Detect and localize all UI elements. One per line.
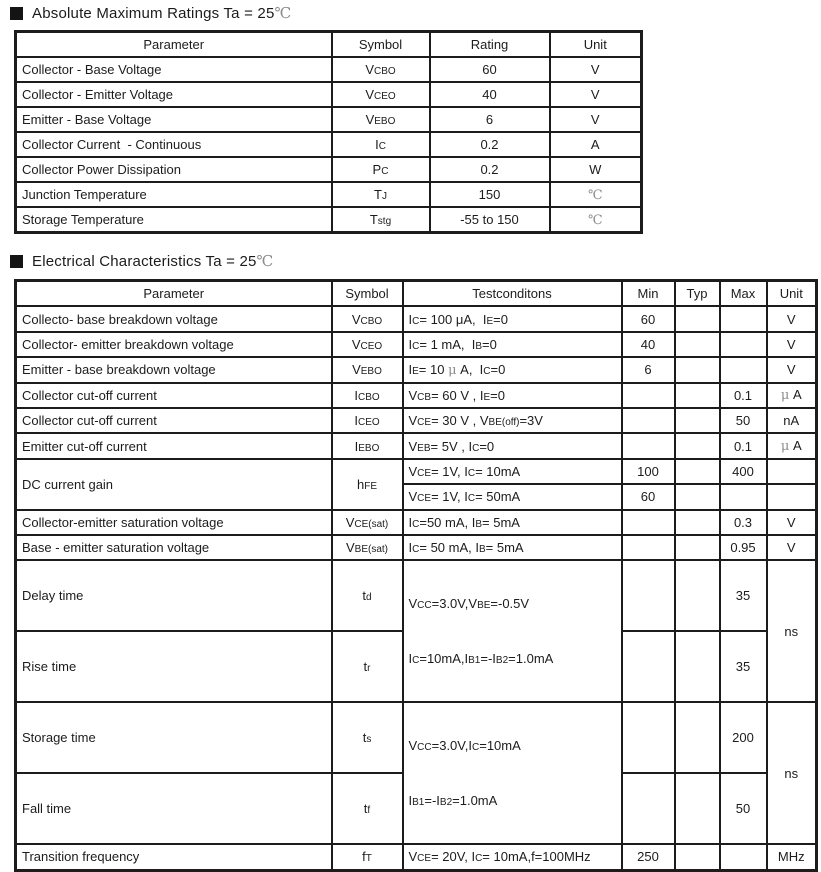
parameter-cell: Collector- emitter breakdown voltage <box>16 332 332 357</box>
testcondition-cell: IC= 50 mA, IB= 5mA <box>403 535 622 560</box>
testcondition-line: VCC=3.0V,IC=10mA <box>408 738 521 754</box>
rating-cell: 40 <box>430 82 550 107</box>
symbol-cell: td <box>332 560 403 631</box>
min-cell <box>622 510 675 535</box>
symbol-cell: VCBO <box>332 306 403 331</box>
unit-cell: W <box>550 157 642 182</box>
header-min: Min <box>622 281 675 307</box>
rating-cell: 0.2 <box>430 157 550 182</box>
symbol-cell: VCEO <box>332 82 430 107</box>
typ-cell <box>675 459 720 484</box>
testcondition-line: VCC=3.0V,VBE=-0.5V <box>408 596 530 612</box>
symbol-cell: hFE <box>332 459 403 510</box>
table-row <box>16 357 817 382</box>
unit-cell: V <box>767 332 817 357</box>
symbol-cell: VCE(sat) <box>332 510 403 535</box>
table-row <box>16 57 642 82</box>
unit-cell: V <box>767 510 817 535</box>
header-rating: Rating <box>430 32 550 58</box>
section-title-electrical-characteristics <box>10 252 274 270</box>
min-cell: 250 <box>622 844 675 870</box>
min-cell <box>622 773 675 844</box>
symbol-cell: VEBO <box>332 107 430 132</box>
parameter-cell: Collector Current - Continuous <box>16 132 332 157</box>
black-square-bullet-icon <box>10 255 23 268</box>
section-title-absolute-maximum-ratings <box>10 4 291 22</box>
symbol-cell: VCEO <box>332 332 403 357</box>
symbol-cell: IEBO <box>332 433 403 458</box>
typ-cell <box>675 844 720 870</box>
parameter-cell: DC current gain <box>16 459 332 510</box>
table-row <box>16 182 642 207</box>
max-cell <box>720 332 767 357</box>
table-row <box>16 535 817 560</box>
table-row <box>16 560 817 631</box>
parameter-cell: Emitter - base breakdown voltage <box>16 357 332 382</box>
symbol-cell: ts <box>332 702 403 773</box>
unit-cell: V <box>767 357 817 382</box>
table-row <box>16 844 817 870</box>
symbol-cell: fT <box>332 844 403 870</box>
testcondition-cell <box>403 560 622 702</box>
min-cell <box>622 383 675 408</box>
table-header-row <box>16 281 817 307</box>
testcondition-cell: VEB= 5V , IC=0 <box>403 433 622 458</box>
rating-cell: -55 to 150 <box>430 207 550 233</box>
max-cell: 400 <box>720 459 767 484</box>
testcondition-line: IB1=-IB2=1.0mA <box>408 793 498 809</box>
unit-cell: ℃ <box>550 207 642 233</box>
parameter-cell: Collector Power Dissipation <box>16 157 332 182</box>
parameter-cell: Delay time <box>16 560 332 631</box>
parameter-cell: Collecto- base breakdown voltage <box>16 306 332 331</box>
symbol-cell: VBE(sat) <box>332 535 403 560</box>
unit-cell: V <box>550 107 642 132</box>
parameter-cell: Collector-emitter saturation voltage <box>16 510 332 535</box>
rating-cell: 60 <box>430 57 550 82</box>
typ-cell <box>675 535 720 560</box>
testcondition-cell: IC= 100 μA, IE=0 <box>403 306 622 331</box>
symbol-cell: TJ <box>332 182 430 207</box>
header-unit: Unit <box>767 281 817 307</box>
typ-cell <box>675 332 720 357</box>
parameter-cell: Junction Temperature <box>16 182 332 207</box>
electrical-characteristics-table <box>14 279 818 872</box>
parameter-cell: Collector - Base Voltage <box>16 57 332 82</box>
parameter-cell: Collector cut-off current <box>16 383 332 408</box>
header-symbol: Symbol <box>332 281 403 307</box>
section-title-text: Absolute Maximum Ratings Ta = 25℃ <box>32 4 292 22</box>
max-cell: 200 <box>720 702 767 773</box>
typ-cell <box>675 773 720 844</box>
black-square-bullet-icon <box>10 7 23 20</box>
table-row <box>16 459 817 484</box>
symbol-cell: ICEO <box>332 408 403 433</box>
rating-cell: 6 <box>430 107 550 132</box>
min-cell: 100 <box>622 459 675 484</box>
parameter-cell: Collector cut-off current <box>16 408 332 433</box>
symbol-cell: Tstg <box>332 207 430 233</box>
min-cell <box>622 408 675 433</box>
testcondition-cell: VCE= 1V, IC= 10mA <box>403 459 622 484</box>
max-cell: 50 <box>720 408 767 433</box>
table-row <box>16 82 642 107</box>
table-row <box>16 207 642 233</box>
min-cell <box>622 433 675 458</box>
min-cell <box>622 535 675 560</box>
unit-cell: ns <box>767 702 817 844</box>
max-cell <box>720 844 767 870</box>
max-cell: 0.1 <box>720 383 767 408</box>
min-cell: 6 <box>622 357 675 382</box>
symbol-cell: tr <box>332 631 403 702</box>
header-typ: Typ <box>675 281 720 307</box>
header-unit: Unit <box>550 32 642 58</box>
unit-cell <box>767 484 817 509</box>
max-cell <box>720 357 767 382</box>
parameter-cell: Collector - Emitter Voltage <box>16 82 332 107</box>
min-cell <box>622 702 675 773</box>
parameter-cell: Base - emitter saturation voltage <box>16 535 332 560</box>
max-cell: 35 <box>720 631 767 702</box>
table-header-row <box>16 32 642 58</box>
max-cell: 0.1 <box>720 433 767 458</box>
header-symbol: Symbol <box>332 32 430 58</box>
rating-cell: 0.2 <box>430 132 550 157</box>
unit-cell: A <box>550 132 642 157</box>
testcondition-cell: IE= 10 μ A, IC=0 <box>403 357 622 382</box>
parameter-cell: Transition frequency <box>16 844 332 870</box>
symbol-cell: VCBO <box>332 57 430 82</box>
max-cell <box>720 306 767 331</box>
typ-cell <box>675 357 720 382</box>
typ-cell <box>675 631 720 702</box>
table-row <box>16 702 817 773</box>
unit-cell: MHz <box>767 844 817 870</box>
min-cell <box>622 631 675 702</box>
parameter-cell: Rise time <box>16 631 332 702</box>
typ-cell <box>675 484 720 509</box>
table-row <box>16 408 817 433</box>
testcondition-cell <box>403 702 622 844</box>
rating-cell: 150 <box>430 182 550 207</box>
unit-cell: ns <box>767 560 817 702</box>
table-row <box>16 132 642 157</box>
typ-cell <box>675 702 720 773</box>
testcondition-cell: VCB= 60 V , IE=0 <box>403 383 622 408</box>
unit-cell: nA <box>767 408 817 433</box>
unit-cell: V <box>550 82 642 107</box>
table-row <box>16 510 817 535</box>
typ-cell <box>675 433 720 458</box>
header-parameter: Parameter <box>16 32 332 58</box>
testcondition-cell: VCE= 20V, IC= 10mA,f=100MHz <box>403 844 622 870</box>
parameter-cell: Emitter cut-off current <box>16 433 332 458</box>
parameter-cell: Storage Temperature <box>16 207 332 233</box>
unit-cell: μ A <box>767 383 817 408</box>
symbol-cell: PC <box>332 157 430 182</box>
table-row <box>16 332 817 357</box>
table-row <box>16 433 817 458</box>
max-cell: 0.3 <box>720 510 767 535</box>
max-cell: 35 <box>720 560 767 631</box>
max-cell <box>720 484 767 509</box>
parameter-cell: Fall time <box>16 773 332 844</box>
header-testconditions: Testconditons <box>403 281 622 307</box>
unit-cell: V <box>550 57 642 82</box>
parameter-cell: Emitter - Base Voltage <box>16 107 332 132</box>
unit-cell: V <box>767 535 817 560</box>
table-row <box>16 107 642 132</box>
min-cell: 60 <box>622 484 675 509</box>
header-parameter: Parameter <box>16 281 332 307</box>
table-row <box>16 157 642 182</box>
typ-cell <box>675 408 720 433</box>
header-max: Max <box>720 281 767 307</box>
unit-cell: μ A <box>767 433 817 458</box>
table-row <box>16 383 817 408</box>
absolute-maximum-ratings-table <box>14 30 643 234</box>
min-cell <box>622 560 675 631</box>
testcondition-cell: IC=50 mA, IB= 5mA <box>403 510 622 535</box>
min-cell: 60 <box>622 306 675 331</box>
typ-cell <box>675 383 720 408</box>
testcondition-line: IC=10mA,IB1=-IB2=1.0mA <box>408 651 554 667</box>
unit-cell: V <box>767 306 817 331</box>
testcondition-cell: VCE= 1V, IC= 50mA <box>403 484 622 509</box>
typ-cell <box>675 560 720 631</box>
max-cell: 50 <box>720 773 767 844</box>
testcondition-cell: VCE= 30 V , VBE(off)=3V <box>403 408 622 433</box>
symbol-cell: ICBO <box>332 383 403 408</box>
max-cell: 0.95 <box>720 535 767 560</box>
typ-cell <box>675 306 720 331</box>
typ-cell <box>675 510 720 535</box>
symbol-cell: tf <box>332 773 403 844</box>
unit-cell: ℃ <box>550 182 642 207</box>
symbol-cell: VEBO <box>332 357 403 382</box>
section-title-text: Electrical Characteristics Ta = 25℃ <box>32 252 274 270</box>
unit-cell <box>767 459 817 484</box>
min-cell: 40 <box>622 332 675 357</box>
symbol-cell: IC <box>332 132 430 157</box>
testcondition-cell: IC= 1 mA, IB=0 <box>403 332 622 357</box>
parameter-cell: Storage time <box>16 702 332 773</box>
table-row <box>16 306 817 331</box>
